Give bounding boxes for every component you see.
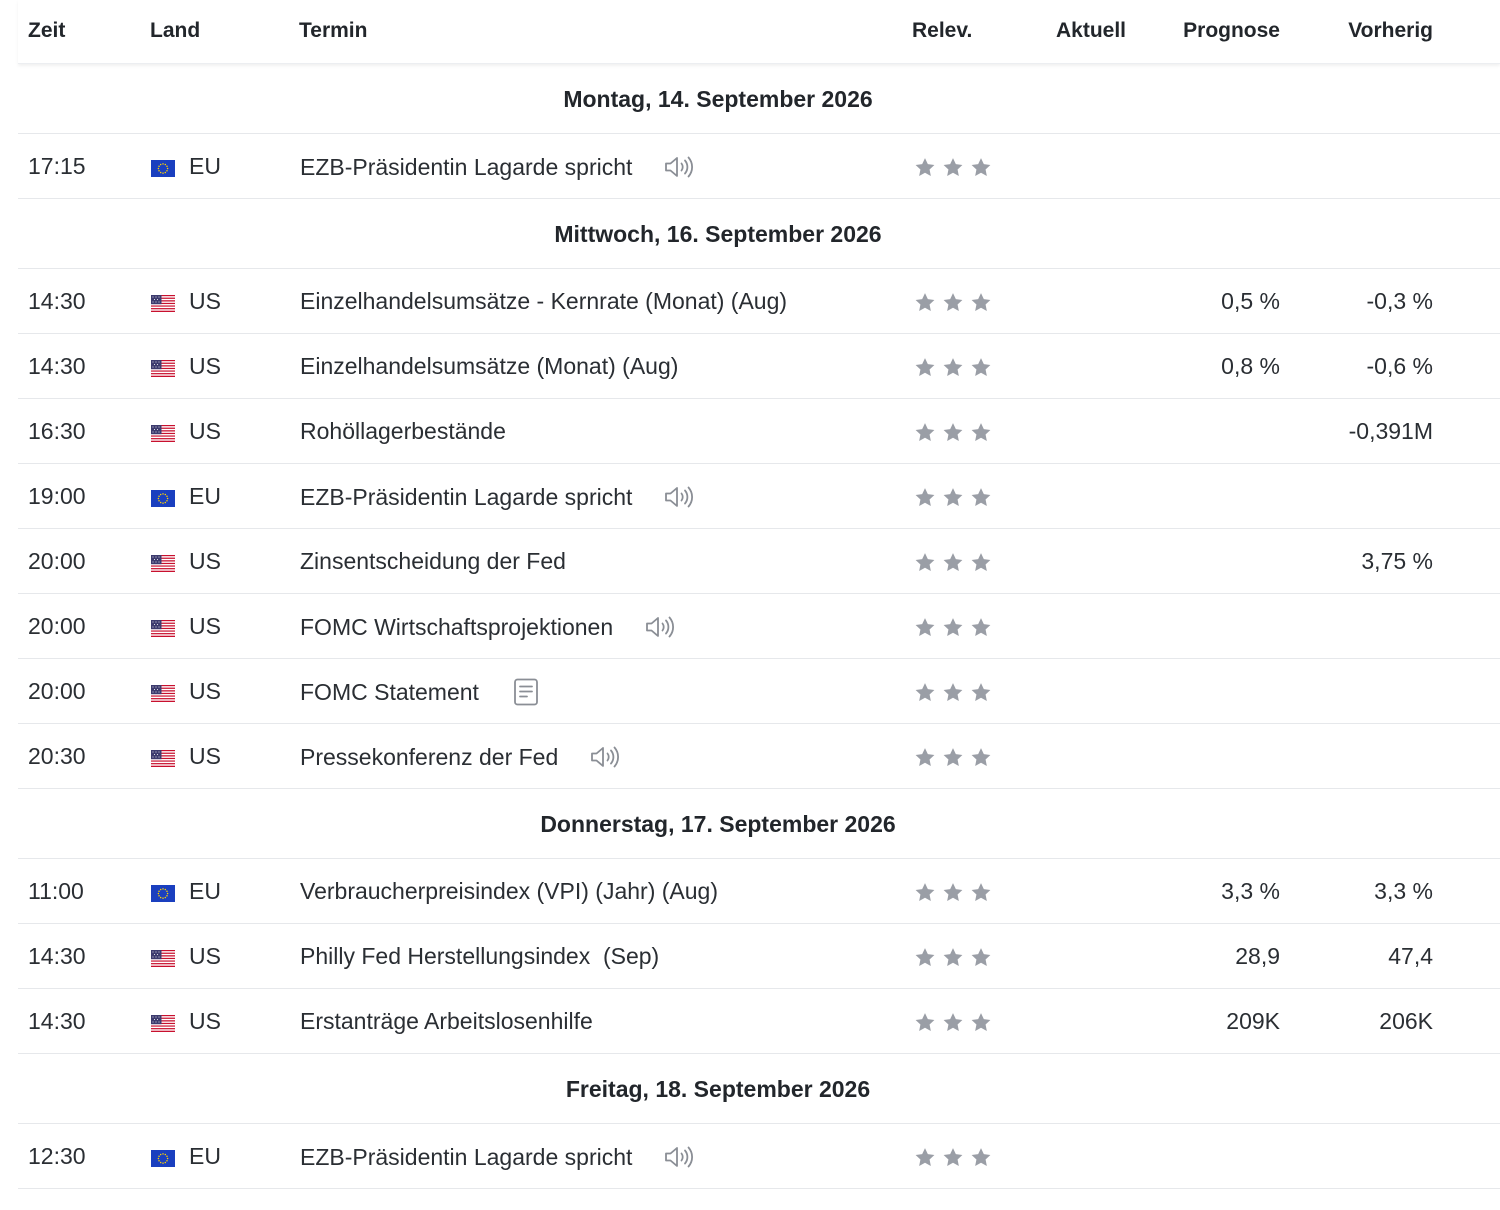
us-flag-icon [151, 946, 175, 963]
country-code: EU [189, 483, 221, 509]
star-icon [942, 747, 964, 774]
event-time: 20:30 [28, 743, 86, 769]
table-header [18, 0, 1500, 64]
star-icon [914, 357, 936, 384]
country-code: US [189, 678, 221, 704]
country-code: US [189, 353, 221, 379]
star-icon [942, 1147, 964, 1174]
relevance-stars [914, 617, 992, 644]
previous-value: -0,3 % [1366, 288, 1433, 314]
table-row[interactable] [18, 989, 1500, 1054]
star-icon [914, 1012, 936, 1039]
eu-flag-icon [151, 1146, 175, 1163]
relevance-stars [914, 947, 992, 974]
event-title-cell [300, 153, 696, 181]
event-title-cell [300, 943, 659, 970]
us-flag-icon [151, 421, 175, 438]
country-code: US [189, 743, 221, 769]
table-row[interactable] [18, 134, 1500, 199]
star-icon [970, 617, 992, 644]
relevance-stars [914, 357, 992, 384]
star-icon [914, 422, 936, 449]
speaker-icon[interactable] [662, 153, 696, 181]
event-time: 11:00 [28, 878, 84, 904]
us-flag-icon [151, 616, 175, 633]
event-title[interactable]: Einzelhandelsumsätze - Kernrate (Monat) (Aug) [300, 288, 788, 314]
relevance-stars [914, 487, 992, 514]
date-label: Donnerstag, 17. September 2026 [540, 811, 896, 837]
date-group-header [18, 1054, 1500, 1124]
event-title[interactable]: Zinsentscheidung der Fed [300, 548, 566, 574]
star-icon [914, 552, 936, 579]
forecast-value: 28,9 [1235, 943, 1280, 969]
event-time: 14:30 [28, 1008, 86, 1034]
event-title-cell [300, 548, 566, 575]
country-code: US [189, 943, 221, 969]
event-title-cell [300, 613, 677, 641]
column-header-time[interactable]: Zeit [28, 19, 66, 42]
event-title-cell [300, 1008, 593, 1035]
us-flag-icon [151, 1011, 175, 1028]
table-row[interactable] [18, 269, 1500, 334]
star-icon [914, 882, 936, 909]
event-title[interactable]: Rohöllagerbestände [300, 418, 506, 444]
star-icon [970, 747, 992, 774]
country-code: US [189, 1008, 221, 1034]
column-header-event[interactable]: Termin [299, 19, 368, 42]
star-icon [942, 882, 964, 909]
country-code: EU [189, 878, 221, 904]
us-flag-icon [151, 356, 175, 373]
speaker-icon[interactable] [662, 483, 696, 511]
table-row[interactable] [18, 659, 1500, 724]
us-flag-icon [151, 291, 175, 308]
star-icon [914, 292, 936, 319]
star-icon [942, 617, 964, 644]
previous-value: 3,3 % [1374, 878, 1433, 904]
event-title-cell [300, 353, 678, 380]
event-title[interactable]: EZB-Präsidentin Lagarde spricht [300, 153, 633, 180]
date-label: Freitag, 18. September 2026 [565, 1076, 871, 1102]
star-icon [970, 487, 992, 514]
table-row[interactable] [18, 334, 1500, 399]
event-title-cell [300, 483, 696, 511]
star-icon [914, 1147, 936, 1174]
eu-flag-icon [151, 156, 175, 173]
country-code: US [189, 418, 221, 444]
forecast-value: 0,8 % [1221, 353, 1280, 379]
star-icon [914, 157, 936, 184]
event-title[interactable]: EZB-Präsidentin Lagarde spricht [300, 483, 633, 510]
star-icon [970, 552, 992, 579]
previous-value: 206K [1379, 1008, 1433, 1034]
column-header-country[interactable]: Land [150, 19, 201, 42]
speaker-icon[interactable] [662, 1143, 696, 1171]
star-icon [970, 947, 992, 974]
previous-value: 3,75 % [1361, 548, 1433, 574]
speaker-icon[interactable] [643, 613, 677, 641]
country-code: EU [189, 153, 221, 179]
star-icon [970, 157, 992, 184]
table-row[interactable] [18, 464, 1500, 529]
forecast-value: 0,5 % [1221, 288, 1280, 314]
previous-value: -0,6 % [1366, 353, 1433, 379]
forecast-value: 3,3 % [1221, 878, 1280, 904]
event-time: 16:30 [28, 418, 86, 444]
star-icon [942, 947, 964, 974]
event-title-cell [300, 1143, 696, 1171]
star-icon [970, 1147, 992, 1174]
us-flag-icon [151, 681, 175, 698]
forecast-value: 209K [1226, 1008, 1280, 1034]
us-flag-icon [151, 551, 175, 568]
table-row[interactable] [18, 924, 1500, 989]
country-code: US [189, 288, 221, 314]
event-time: 14:30 [28, 353, 86, 379]
table-row[interactable] [18, 594, 1500, 659]
event-title[interactable]: Einzelhandelsumsätze (Monat) (Aug) [300, 353, 679, 379]
star-icon [942, 357, 964, 384]
star-icon [914, 617, 936, 644]
relevance-stars [914, 292, 992, 319]
event-time: 20:00 [28, 613, 86, 639]
star-icon [914, 682, 936, 709]
event-title[interactable]: Pressekonferenz der Fed [300, 743, 559, 770]
speaker-icon[interactable] [588, 743, 622, 771]
relevance-stars [914, 682, 992, 709]
document-icon[interactable] [509, 678, 543, 706]
event-time: 19:00 [28, 483, 86, 509]
star-icon [914, 487, 936, 514]
event-title-cell [300, 878, 718, 905]
table-row[interactable] [18, 724, 1500, 789]
star-icon [942, 487, 964, 514]
relevance-stars [914, 157, 992, 184]
table-row[interactable] [18, 859, 1500, 924]
star-icon [942, 292, 964, 319]
star-icon [970, 1012, 992, 1039]
eu-flag-icon [151, 881, 175, 898]
previous-value: -0,391M [1348, 418, 1433, 444]
star-icon [942, 422, 964, 449]
event-title[interactable]: FOMC Statement [300, 678, 479, 705]
column-header-relevance[interactable]: Relev. [912, 19, 973, 42]
calendar-body [0, 64, 1500, 1189]
star-icon [942, 1012, 964, 1039]
table-row[interactable] [18, 399, 1500, 464]
column-header-actual[interactable]: Aktuell [1055, 19, 1126, 42]
country-code: US [189, 548, 221, 574]
event-time: 12:30 [28, 1143, 86, 1169]
date-label: Montag, 14. September 2026 [563, 86, 873, 112]
star-icon [914, 747, 936, 774]
event-title-cell [300, 418, 506, 445]
star-icon [970, 682, 992, 709]
date-group-header [18, 199, 1500, 269]
event-title[interactable]: Philly Fed Herstellungsindex (Sep) [300, 943, 660, 969]
date-group-header [18, 789, 1500, 859]
eu-flag-icon [151, 486, 175, 503]
relevance-stars [914, 1147, 992, 1174]
country-code: EU [189, 1143, 221, 1169]
star-icon [942, 157, 964, 184]
event-time: 17:15 [28, 153, 86, 179]
star-icon [942, 552, 964, 579]
event-time: 20:00 [28, 548, 86, 574]
star-icon [914, 947, 936, 974]
table-row[interactable] [18, 529, 1500, 594]
date-label: Mittwoch, 16. September 2026 [554, 221, 882, 247]
event-time: 14:30 [28, 288, 86, 314]
column-header-forecast[interactable]: Prognose [1183, 19, 1280, 42]
star-icon [970, 422, 992, 449]
event-time: 20:00 [28, 678, 86, 704]
previous-value: 47,4 [1388, 943, 1433, 969]
column-header-previous[interactable]: Vorherig [1348, 19, 1433, 42]
relevance-stars [914, 552, 992, 579]
event-title[interactable]: Erstanträge Arbeitslosenhilfe [300, 1008, 593, 1034]
star-icon [970, 357, 992, 384]
event-title-cell [300, 288, 787, 315]
relevance-stars [914, 882, 992, 909]
star-icon [970, 882, 992, 909]
relevance-stars [914, 747, 992, 774]
country-code: US [189, 613, 221, 639]
table-row[interactable] [18, 1124, 1500, 1189]
event-title[interactable]: EZB-Präsidentin Lagarde spricht [300, 1143, 633, 1170]
star-icon [970, 292, 992, 319]
event-title-cell [300, 743, 622, 771]
star-icon [942, 682, 964, 709]
event-time: 14:30 [28, 943, 86, 969]
event-title-cell [300, 678, 543, 706]
relevance-stars [914, 422, 992, 449]
relevance-stars [914, 1012, 992, 1039]
event-title[interactable]: Verbraucherpreisindex (VPI) (Jahr) (Aug) [300, 878, 718, 904]
date-group-header [18, 64, 1500, 134]
event-title[interactable]: FOMC Wirtschaftsprojektionen [300, 613, 614, 640]
us-flag-icon [151, 746, 175, 763]
